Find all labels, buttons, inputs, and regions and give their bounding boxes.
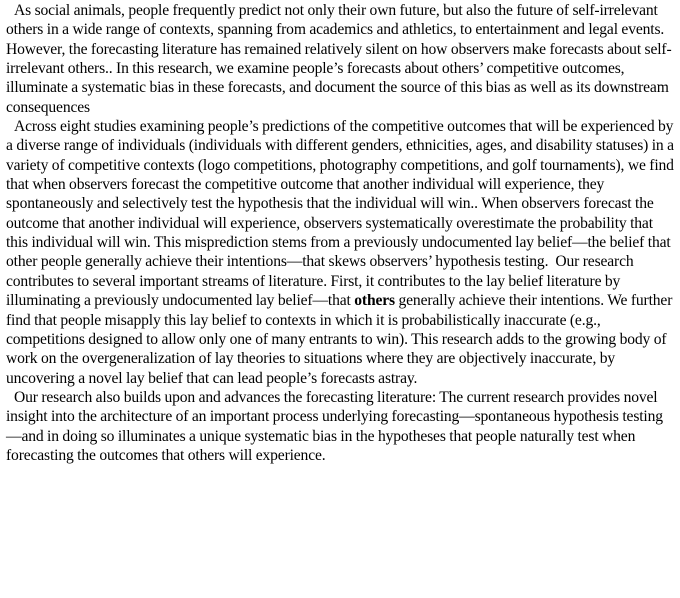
paragraph-studies: [6, 117, 677, 388]
paragraph-studies-text-b: generally achieve their intentions. We further find that people misapply this lay belief to contexts in which it is probabilistically inaccurate (e.g., competitions designed to allow only one of many entrants to win). This research adds to the growing body of work on the overgeneralization of lay theories to situations where they are objectively inaccurate, by uncovering a novel lay belief that can lead people’s forecasts astray.: [6, 292, 676, 387]
paragraph-intro: [6, 1, 677, 117]
paragraph-studies-bold-word: others: [354, 292, 395, 310]
paragraph-forecasting-text: Our research also builds upon and advances the forecasting literature: The current research provides novel insight into the architecture of an important process underlying forecasting—spontaneous hypothesis testing—and in doing so illuminates a unique systematic bias in the hypotheses that people naturally test when forecasting the outcomes that others will experience.: [6, 388, 663, 464]
paragraph-forecasting: [6, 388, 677, 465]
paragraph-studies-text-a: Across eight studies examining people’s predictions of the competitive outcomes that will be experienced by a diverse range of individuals (individuals with different genders, ethnicities, ages, and disability statuses) in a variety of competitive contexts (logo competitions, photography competitions, and golf tournaments), we find that when observers forecast the competitive outcome that another individual will experience, they spontaneously and selectively test the hypothesis that the individual will win.. When observers forecast the outcome that another individual will experience, observers systematically overestimate the probability that this individual will win. This misprediction stems from a previously undocumented lay belief—the belief that other people generally achieve their intentions—that skews observers’ hypothesis testing. Our research contributes to several important streams of literature. First, it contributes to the lay belief literature by illuminating a previously undocumented lay belief—that: [6, 118, 678, 310]
paragraph-intro-text: As social animals, people frequently predict not only their own future, but also the future of self-irrelevant others in a wide range of contexts, spanning from academics and athletics, to entertainment and legal events. However, the forecasting literature has remained relatively silent on how observers make forecasts about self-irrelevant others.. In this research, we examine people’s forecasts about others’ competitive outcomes, illuminate a systematic bias in these forecasts, and document the source of this bias as well as its downstream consequences: [6, 2, 673, 116]
